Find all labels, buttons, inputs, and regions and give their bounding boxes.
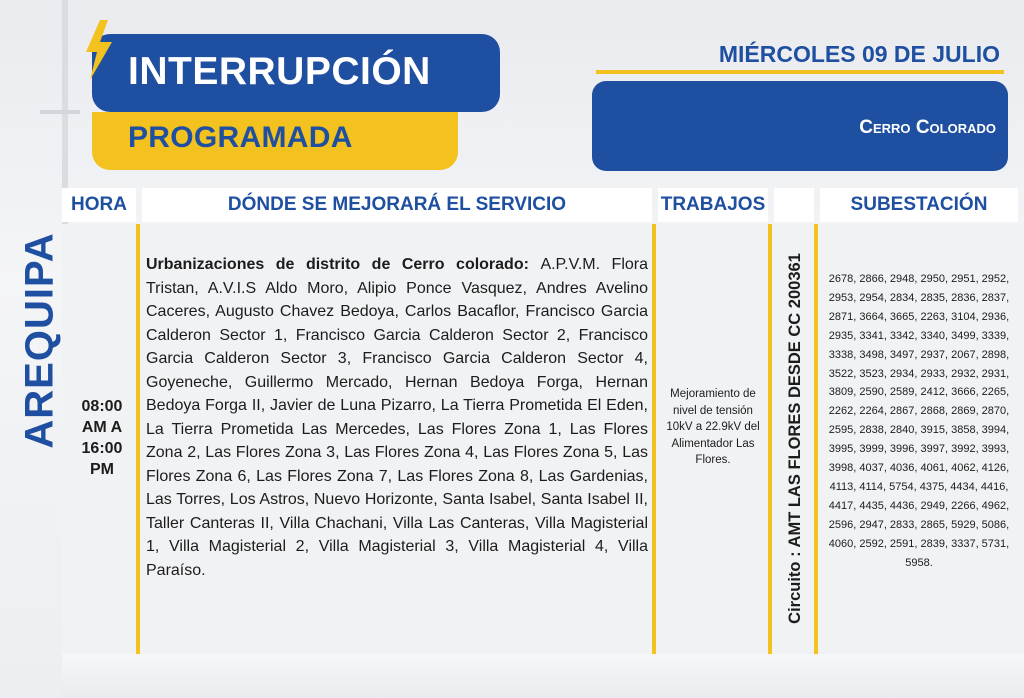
column-header-hora: HORA bbox=[62, 188, 136, 222]
hora-am-a: AM A bbox=[81, 419, 123, 436]
district-name: Cerro Colorado bbox=[859, 117, 996, 138]
column-header-trabajos: TRABAJOS bbox=[658, 188, 768, 222]
donde-list: A.P.V.M. Flora Tristan, A.V.I.S Aldo Moro, Alipio Ponce Vasquez, Andres Avelino Caceres, Augusto Chavez Bedoya, Carlos Bacaflor, Francisco Garcia Calderon Sector 1, Francisco Garcia Calderon Sector 2, Francisco Garcia Calderon Sector 3, Francisco Garcia Calderon Sector 4, Goyeneche, Guillermo Mercado, Hernan Bedoya Forga, Hernan Bedoya Forga II, Javier de Luna Pizarro, La Tierra Prometida El Eden, La Tierra Prometida Las Mercedes, Las Flores Zona 1, Las Flores Zona 2, Las Flores Zona 3, Las Flores Zona 4, Las Flores Zona 5, Las Flores Zona 6, Las Flores Zona 7, Las Flores Zona 8, Las Gardenias, Las Torres, Los Astros, Nuevo Horizonte, Santa Isabel, Santa Isabel II, Taller Canteras II, Villa Chachani, Villa Las Canteras, Villa Magisterial 1, Villa Magisterial 2, Villa Magisterial 3, Villa Magisterial 4, Villa Paraíso. bbox=[146, 256, 648, 579]
cell-hora bbox=[68, 396, 136, 480]
circuito-text: Circuito : AMT LAS FLORES DESDE CC 200361 bbox=[785, 252, 804, 624]
column-header-circuito bbox=[774, 188, 814, 222]
cell-subestacion: 2678, 2866, 2948, 2950, 2951, 2952, 2953, 2954, 2834, 2835, 2836, 2837, 2871, 3664, 3665, 2263, 3104, 2936, 2935, 3341, 3342, 3340, 3499, 3339, 3338, 3498, 3497, 2937, 2067, 2898, 3522, 3523, 2934, 2933, 2932, 2931, 3809, 2590, 2589, 2412, 3666, 2265, 2262, 2264, 2867, 2868, 2869, 2870, 2595, 2838, 2840, 3915, 3858, 3994, 3995, 3999, 3996, 3997, 3992, 3993, 3998, 4037, 4036, 4061, 4062, 4126, 4113, 4114, 5754, 4375, 4434, 4416, 4417, 4435, 4436, 2949, 2266, 4962, 2596, 2947, 2833, 2865, 5929, 5086, 4060, 2592, 2591, 2839, 3337, 5731, 5958. bbox=[828, 273, 1010, 569]
column-header-donde: DÓNDE SE MEJORARÁ EL SERVICIO bbox=[142, 188, 652, 222]
cell-trabajos: Mejoramiento de nivel de tensión 10kV a 22.9kV del Alimentador Las Flores. bbox=[666, 388, 760, 466]
column-divider bbox=[652, 224, 656, 654]
footer-background bbox=[62, 654, 1024, 698]
hora-start-time: 08:00 bbox=[81, 398, 123, 415]
lightning-bolt-icon bbox=[82, 20, 114, 80]
hora-end-time: 16:00 bbox=[81, 440, 123, 457]
page-title: INTERRUPCIÓN bbox=[128, 50, 431, 93]
donde-label: Urbanizaciones de distrito de Cerro colorado: bbox=[146, 256, 541, 273]
region-text: AREQUIPA bbox=[17, 231, 62, 449]
page-subtitle: PROGRAMADA bbox=[128, 121, 353, 154]
date-underline bbox=[596, 70, 1004, 74]
background-pole-crossarm bbox=[40, 110, 80, 114]
cell-donde bbox=[146, 253, 648, 582]
region-label bbox=[18, 225, 62, 455]
column-header-subestacion: SUBESTACIÓN bbox=[820, 188, 1018, 222]
date-label: MIÉRCOLES 09 DE JULIO bbox=[718, 41, 1000, 67]
cell-circuito bbox=[776, 228, 814, 648]
column-divider bbox=[136, 224, 140, 654]
column-divider bbox=[768, 224, 772, 654]
hora-pm: PM bbox=[90, 461, 114, 478]
column-divider bbox=[814, 224, 818, 654]
